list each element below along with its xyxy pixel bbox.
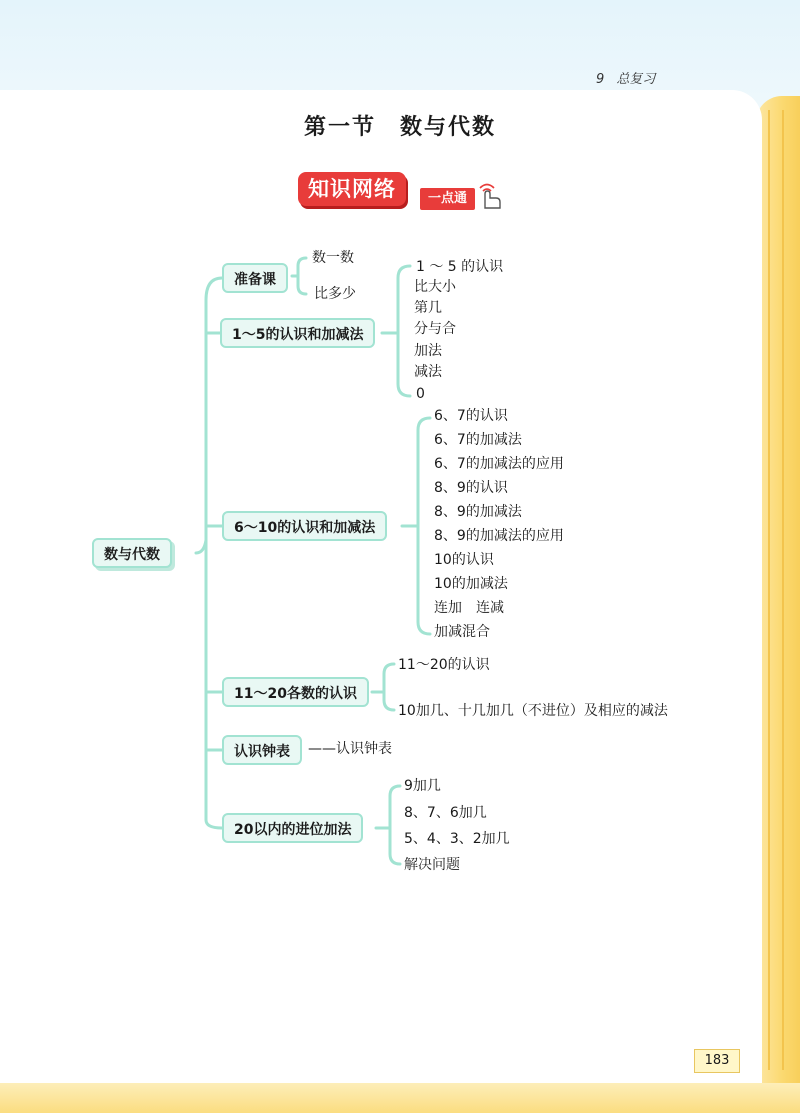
leaf-item: 8、9的加减法 — [434, 504, 522, 520]
leaf-item: 0 — [416, 386, 425, 402]
section-title: 第一节 数与代数 — [303, 115, 496, 140]
branch-node: 20以内的进位加法 — [222, 813, 363, 843]
chapter-number: 9 — [596, 72, 605, 87]
leaf-item: 6、7的加减法的应用 — [434, 456, 564, 472]
chapter-title: 总复习 — [616, 72, 656, 87]
leaf-item: 8、9的加减法的应用 — [434, 528, 564, 544]
branch-node: 6～10的认识和加减法 — [222, 511, 387, 541]
leaf-item: 8、7、6加几 — [404, 805, 487, 821]
leaf-item: 9加几 — [404, 778, 441, 794]
root-node: 数与代数 — [92, 538, 172, 568]
branch-node: 认识钟表 — [222, 735, 302, 765]
leaf-item: 5、4、3、2加几 — [404, 831, 510, 847]
leaf-item: ——认识钟表 — [308, 741, 392, 757]
leaf-item: 11～20的认识 — [398, 657, 490, 673]
leaf-item: 数一数 — [312, 250, 354, 266]
leaf-item: 分与合 — [414, 321, 456, 337]
leaf-item: 6、7的认识 — [434, 408, 508, 424]
branch-node: 准备课 — [222, 263, 288, 293]
page-number: 183 — [694, 1049, 740, 1073]
leaf-item: 10的加减法 — [434, 576, 508, 592]
leaf-item: 加法 — [414, 343, 442, 359]
leaf-item: 比大小 — [414, 279, 456, 295]
banner-subtitle: 一点通 — [418, 186, 477, 212]
leaf-item: 减法 — [414, 364, 442, 380]
branch-node: 11～20各数的认识 — [222, 677, 369, 707]
leaf-item: 比多少 — [314, 286, 356, 302]
leaf-item: 连加 连减 — [434, 600, 504, 616]
branch-node: 1～5的认识和加减法 — [220, 318, 375, 348]
leaf-item: 10的认识 — [434, 552, 494, 568]
banner-title: 知识网络 — [298, 172, 406, 206]
leaf-item: 8、9的认识 — [434, 480, 508, 496]
leaf-item: 加减混合 — [434, 624, 490, 640]
leaf-item: 10加几、十几加几（不进位）及相应的减法 — [398, 703, 668, 719]
leaf-item: 1 ～ 5 的认识 — [416, 259, 504, 275]
leaf-item: 第几 — [414, 300, 442, 316]
leaf-item: 解决问题 — [404, 857, 460, 873]
leaf-item: 6、7的加减法 — [434, 432, 522, 448]
